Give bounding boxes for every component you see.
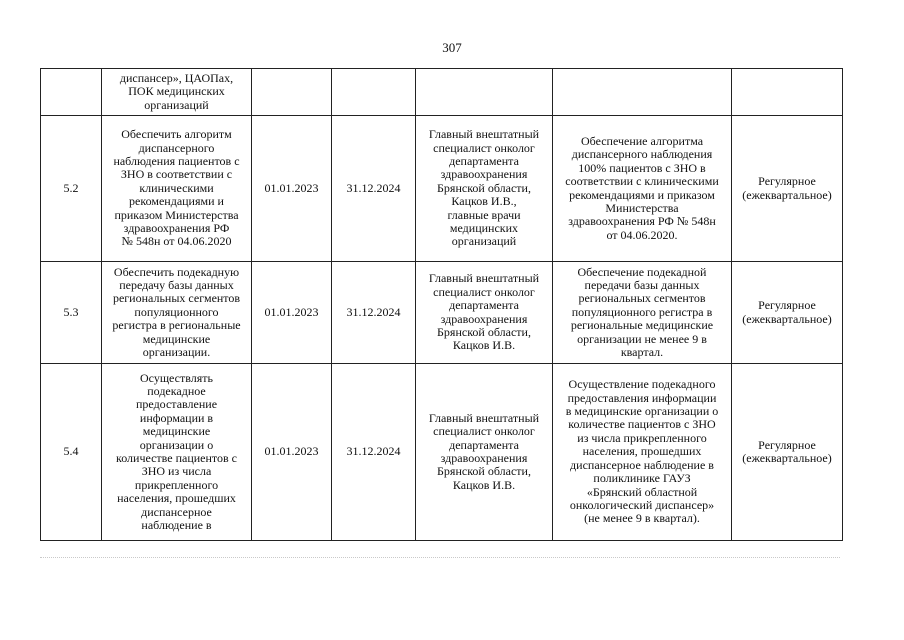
cell-text-line: департамента: [449, 153, 519, 168]
end-date-cell: 31.12.2024: [332, 262, 416, 364]
cell-text-line: диспансерного: [138, 140, 215, 155]
cell-text-line: клиническими: [139, 180, 214, 195]
end-date-cell: [332, 69, 416, 116]
cell-text-line: предоставления информации: [567, 390, 717, 405]
cell-text-line: населения, прошедших: [117, 491, 236, 506]
responsible-cell: [416, 364, 553, 541]
cell-text-line: населения, прошедших: [582, 444, 702, 459]
responsible-cell: [416, 262, 553, 364]
table-row: [41, 364, 843, 541]
cell-text-line: региональные медицинские: [570, 318, 714, 333]
type-cell: [732, 116, 843, 262]
cell-text-line: Регулярное: [758, 437, 816, 452]
cell-text-line: прикрепленного: [134, 477, 219, 492]
cell-text-line: от 04.06.2020.: [606, 227, 678, 242]
cell-text-line: рекомендациями и приказом: [569, 187, 715, 202]
cell-text-line: здравоохранения: [440, 451, 528, 465]
cell-text-line: количестве пациентов с ЗНО: [568, 417, 716, 432]
row-number-cell: 5.2: [41, 116, 102, 262]
cell-text-line: Главный внештатный: [428, 410, 540, 425]
cell-text-line: (ежеквартальное): [742, 311, 832, 326]
action-cell: [102, 116, 252, 262]
cell-text-line: здравоохранения РФ № 548н: [568, 214, 716, 229]
result-cell: [553, 364, 732, 541]
cell-text-line: регистра в региональные: [112, 318, 241, 333]
cell-text-line: 100% пациентов с ЗНО в: [578, 160, 706, 175]
cell-text-line: региональных сегментов: [112, 291, 241, 306]
cell-text-line: организации не менее 9 в: [577, 331, 707, 346]
cell-text-line: наблюдение в: [141, 518, 212, 533]
action-cell: [102, 262, 252, 364]
table-row: [41, 69, 843, 116]
cell-text-line: Брянской области,: [437, 324, 531, 339]
cell-text-line: здравоохранения: [440, 167, 528, 182]
cell-text-line: Регулярное: [758, 298, 816, 313]
end-date-cell: 31.12.2024: [332, 116, 416, 262]
cell-text-line: ЗНО в соответствии с: [120, 167, 233, 182]
cell-text-line: онкологический диспансер»: [569, 497, 715, 512]
start-date-cell: 01.01.2023: [252, 262, 332, 364]
responsible-cell: [416, 116, 553, 262]
cell-text-line: популяционного регистра в: [571, 304, 713, 319]
cell-text-line: Министерства: [605, 200, 679, 215]
cell-text-line: организаций: [144, 97, 209, 112]
cell-text-line: Обеспечение алгоритма: [580, 133, 704, 148]
cell-text-line: информации в: [139, 410, 214, 425]
cell-text-line: Осуществлять: [139, 370, 213, 385]
cell-text-line: Регулярное: [758, 174, 816, 189]
scan-artifact-line: [40, 557, 840, 558]
start-date-cell: 01.01.2023: [252, 116, 332, 262]
cell-text-line: Кацков И.В.: [452, 477, 516, 492]
cell-text-line: департамента: [449, 298, 519, 313]
cell-text-line: Обеспечение подекадной: [577, 264, 707, 279]
type-cell: [732, 69, 843, 116]
cell-text-line: департамента: [449, 437, 519, 452]
end-date-cell: 31.12.2024: [332, 364, 416, 541]
cell-text-line: организации о: [139, 437, 214, 452]
cell-text-line: в медицинские организации о: [565, 404, 719, 419]
cell-text-line: передачу базы данных: [119, 277, 234, 292]
cell-text-line: Обеспечить подекадную: [113, 264, 240, 279]
table-row: [41, 116, 843, 262]
cell-text-line: диспансер», ЦАОПах,: [119, 70, 234, 85]
start-date-cell: 01.01.2023: [252, 364, 332, 541]
cell-text-line: приказом Министерства: [114, 207, 239, 222]
cell-text-line: «Брянский областной: [586, 484, 698, 499]
cell-text-line: Главный внештатный: [428, 271, 540, 286]
cell-text-line: организации.: [142, 345, 211, 360]
row-number-cell: 5.4: [41, 364, 102, 541]
cell-text-line: ПОК медицинских: [128, 84, 225, 99]
cell-text-line: медицинские: [142, 331, 211, 346]
page-number: 307: [442, 40, 462, 55]
cell-text-line: квартал.: [620, 345, 664, 360]
cell-text-line: главные врачи: [447, 207, 521, 222]
cell-text-line: поликлинике ГАУЗ: [593, 471, 691, 486]
cell-text-line: медицинских: [449, 221, 519, 236]
cell-text-line: здравоохранения: [440, 311, 528, 326]
cell-text-line: (ежеквартальное): [742, 187, 832, 202]
cell-text-line: № 548н от 04.06.2020: [121, 234, 232, 249]
result-cell: [553, 116, 732, 262]
responsible-cell: [416, 69, 553, 116]
action-plan-table: [40, 68, 843, 541]
action-cell: [102, 364, 252, 541]
cell-text-line: Кацков И.В.: [452, 338, 516, 353]
start-date-cell: [252, 69, 332, 116]
cell-text-line: диспансерного наблюдения: [571, 147, 713, 162]
cell-text-line: соответствии с клиническими: [565, 174, 719, 189]
cell-text-line: Кацков И.В.,: [451, 194, 517, 209]
cell-text-line: Осуществление подекадного: [568, 377, 716, 392]
cell-text-line: Обеспечить алгоритм: [121, 127, 232, 142]
cell-text-line: специалист онколог: [433, 424, 535, 439]
cell-text-line: специалист онколог: [433, 140, 535, 155]
cell-text-line: количестве пациентов с: [115, 451, 238, 465]
cell-text-line: специалист онколог: [433, 284, 535, 299]
result-cell: [553, 262, 732, 364]
cell-text-line: диспансерное наблюдение в: [570, 457, 714, 472]
cell-text-line: подекадное: [147, 383, 206, 398]
action-cell: [102, 69, 252, 116]
cell-text-line: региональных сегментов: [578, 291, 706, 306]
cell-text-line: Брянской области,: [437, 180, 531, 195]
cell-text-line: ЗНО из числа: [141, 464, 212, 479]
type-cell: [732, 262, 843, 364]
row-number-cell: [41, 69, 102, 116]
cell-text-line: здравоохранения РФ: [123, 221, 230, 236]
cell-text-line: наблюдения пациентов с: [113, 153, 240, 168]
cell-text-line: Главный внештатный: [428, 127, 540, 142]
row-number-cell: 5.3: [41, 262, 102, 364]
result-cell: [553, 69, 732, 116]
cell-text-line: (ежеквартальное): [742, 451, 832, 465]
cell-text-line: (не менее 9 в квартал).: [584, 511, 700, 526]
cell-text-line: рекомендациями и: [129, 194, 224, 209]
cell-text-line: организаций: [451, 234, 517, 249]
cell-text-line: популяционного: [134, 304, 219, 319]
type-cell: [732, 364, 843, 541]
cell-text-line: диспансерное: [141, 504, 212, 519]
cell-text-line: передачи базы данных: [584, 277, 700, 292]
cell-text-line: Брянской области,: [437, 464, 531, 479]
cell-text-line: предоставление: [135, 397, 218, 412]
cell-text-line: медицинские: [142, 424, 211, 439]
table-row: [41, 262, 843, 364]
cell-text-line: из числа прикрепленного: [577, 430, 707, 445]
